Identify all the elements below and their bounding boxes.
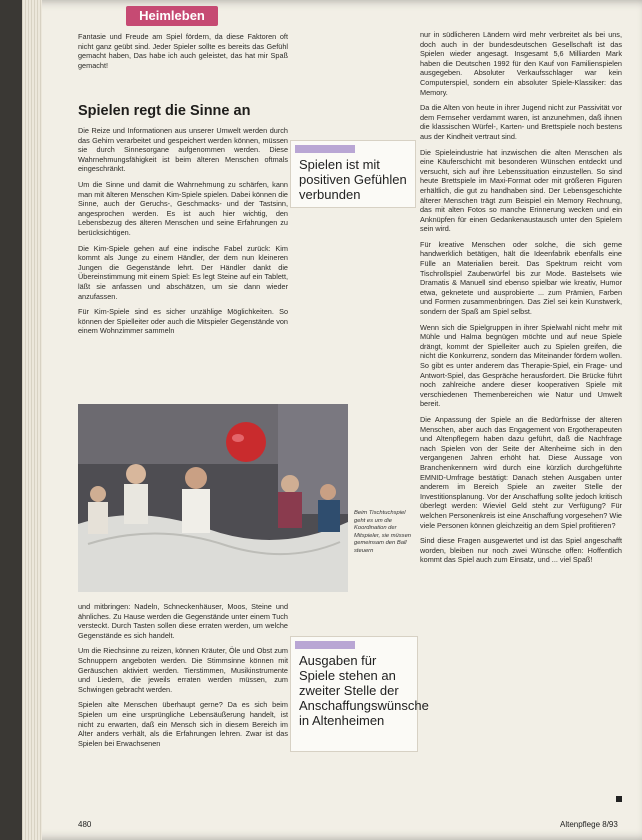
body-paragraph: Die Kim-Spiele gehen auf eine indische Fabel zurück: Kim kommt als Junge zu einem Händler, der dem nun kleineren Jungen die Gegenstände lehrt. Der Händler dankt die Übereinstimmung mit einem Spiel: Es legt Steine auf ein Tablett, läßt sie anfassen und abschätzen, um sie dann wieder anzufassen. <box>78 243 288 301</box>
intro-column <box>78 32 288 96</box>
pull-quote-2 <box>290 636 429 752</box>
body-paragraph: Die Anpassung der Spiele an die Bedürfnisse der älteren Menschen, aber auch das Engagement von Ergotherapeuten und Altenpflegern haben dazu geführt, daß die Nachfrage nach Spielen von der Seite der Altenheime sich in den vergangenen Jahren erhöht hat. Diese Aussage von Branchenkennern wird durch eine kürzlich durchgeführte EMNID-Umfrage bestätigt: Danach stehen Ausgaben unter anderem im Bereich Spiele an zweiter Stelle der Investitionsplanung. Vor der Anschaffung sollte jedoch kritisch überlegt werden: Wieviel Geld steht zur Verfügung? Für welchen Personenkreis ist eine Anschaffung vorgesehen? Wie viele Personen können gleichzeitig an dem Spiel profitieren? <box>420 414 622 530</box>
body-paragraph: nur in südlicheren Ländern wird mehr verbreitet als bei uns, doch auch in der bundesdeutschen Gesellschaft ist das Spielen wieder angesagt. Insgesamt 5,6 Milliarden Mark haben die Deutschen 1992 für den Kauf von Familienspielen ausgegeben. Absoluter Verkaufsschlager war kein Computerspiel, sondern ein absoluter Spiele-Klassiker: das Memory. <box>420 30 622 97</box>
photo-illustration <box>78 404 348 592</box>
photo-parachute-game <box>78 404 348 592</box>
body-paragraph: Die Spieleindustrie hat inzwischen die alten Menschen als eine Käuferschicht mit besonderen Wünschen entdeckt und versucht, sich auf ihre Lebenssituation einzustellen. So sind heute Brettspiele im Maxi-Format oder mit größeren Figuren erhältlich, die gut zu handhaben sind. Der Lebensgeschichte älterer Menschen trägt zum Beispiel ein Memory Rechnung, das mit alten Fotos so manche Erinnerung wecken und ein Anknüpfen für einen Gedankenaustausch unter den Spielern sein wird. <box>420 147 622 234</box>
pull-quote-bar <box>295 145 355 153</box>
body-paragraph: Sind diese Fragen ausgewertet und ist das Spiel angeschafft worden, bleiben nur noch zwei Wünsche offen: Hoffentlich kommt das Spiel auch zum Einsatz, und ... viel Spaß! <box>420 536 622 565</box>
issue-label: Altenpflege 8/93 <box>560 820 618 829</box>
body-paragraph: Um die Riechsinne zu reizen, können Kräuter, Öle und Obst zum Schnuppern angeboten werden. Die Stimmsinne können mit Geräuschen aktiviert werden. Tierstimmen, Musikinstrumente und Liedern, die jeweils erraten werden müssen, zum Schwingen gebracht werden. <box>78 646 288 694</box>
section-tab: Heimleben <box>126 6 218 26</box>
body-paragraph: Da die Alten von heute in ihrer Jugend nicht zur Passivität vor dem Fernseher verdammt waren, ist anzunehmen, daß ihnen die klassischen Würfel-, Karten- und Brettspiele noch bestens aus der Kindheit vertraut sind. <box>420 103 622 141</box>
body-paragraph: und mitbringen: Nadeln, Schneckenhäuser, Moos, Steine und ähnliches. Zu Hause werden die Gegenstände unter einem Tuch versteckt. Durch Tasten sollen diese erraten werden, um welche Gegenstände es sich handelt. <box>78 602 288 640</box>
pull-quote-1 <box>290 140 416 208</box>
pull-quote-bar <box>295 641 355 649</box>
pull-quote-text: Spielen ist mit positiven Gefühlen verbunden <box>299 157 407 202</box>
headline: Spielen regt die Sinne an <box>78 103 251 119</box>
photo-caption: Beim Tischtuchspiel geht es um die Koordination der Mitspieler, sie müssen gemeinsam den Ball steuern <box>354 510 412 554</box>
left-body-column <box>78 126 288 396</box>
left-lower-column <box>78 602 288 814</box>
intro-paragraph: Fantasie und Freude am Spiel fördern, da diese Faktoren oft nicht ganz geübt sind. Jeder Spieler sollte es bereits das Gefühl gemacht haben, Das habe ich auch geleistet, das hat mir Spaß gemacht! <box>78 32 288 70</box>
pull-quote-text: Ausgaben für Spiele stehen an zweiter Stelle der Anschaffungswünsche in Altenheimen <box>299 653 429 728</box>
end-mark <box>616 796 622 802</box>
page-edge <box>22 0 42 840</box>
page-number: 480 <box>78 820 92 829</box>
body-paragraph: Die Reize und Informationen aus unserer Umwelt werden durch das Gehirn verarbeitet und gespeichert werden können, müssen sie durch Sinnesorgane aufgenommen werden. Diese Wahrnehmungsfähigkeit ist beim älteren Menschen oftmals eingeschränkt. <box>78 126 288 174</box>
right-body-column <box>420 30 622 810</box>
body-paragraph: Wenn sich die Spielgruppen in ihrer Spielwahl nicht mehr mit Mühle und Halma begnügen möchte und auf neue Spiele drängt, kommt der Spielleiter auch zu Spielen greifen, die nicht die Konkurrenz, sondern das Miteinander fördern wollen. So gibt es unter anderem das Therapie-Spiel, ein Frage- und Antwort-Spiel, das Gespräche herausfordert. Die Brücke führt noch zahlreiche andere dieser kooperativen Spiele mit verschiedenen Themenbereichen wie Natur und Umwelt bereit. <box>420 322 622 409</box>
body-paragraph: Um die Sinne und damit die Wahrnehmung zu schärfen, kann man mit älteren Menschen Kim-Spiele spielen. Dabei können die Sinne, auch der Geruchs-, Geschmacks- und der Tastsinn, angesprochen werden. Es ist auch hier wichtig, den Lebensbezug des älteren Menschen und seine Erfahrungen zu berücksichtigen. <box>78 179 288 237</box>
body-paragraph: Für kreative Menschen oder solche, die sich gerne handwerklich betätigen, hält die Ideenfabrik ebenfalls eine Fülle an Materialien bereit. Das Spektrum reicht vom Tischrollspiel Zauberwürfel bis zur Mode. Bastelsets wie Dramatis & Manuell sind ebenso spielbar wie kreativ, Humor etwa, geknetete und ausprobierte ... zum Prämien, Farben und Formen zusammenbringen. Das Ziel sei kein Kunstwerk, sondern der Spaß am Spiel selbst. <box>420 239 622 317</box>
body-paragraph: Spielen alte Menschen überhaupt gerne? Da es sich beim Spielen um eine ursprüngliche Lebensäußerung handelt, ist nicht zu erwarten, daß ein Mensch sich in diesem Bereich im Alter anders verhält, als die Erfahrungen lehren. Zwar ist das Spielen bei Erwachsenen <box>78 700 288 748</box>
body-paragraph: Für Kim-Spiele sind es sicher unzählige Möglichkeiten. So können der Spielleiter oder auch die Mitspieler Gegenstände von einem Wohnzimmer sammeln <box>78 307 288 336</box>
